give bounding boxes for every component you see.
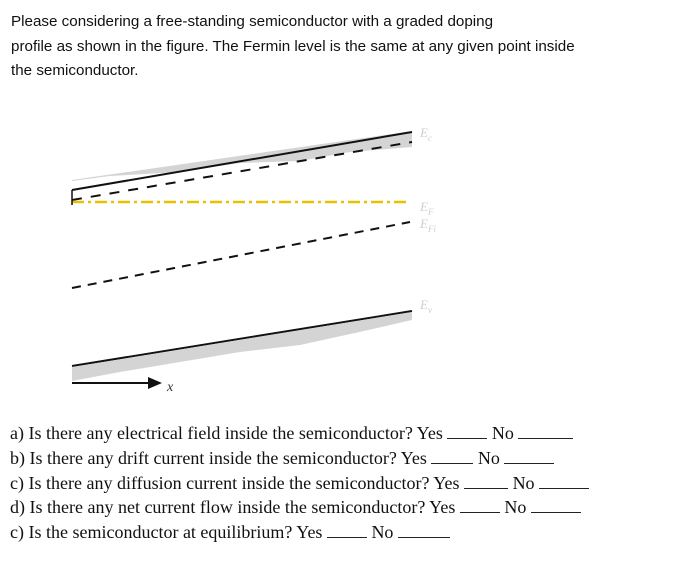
intro-line-1: Please considering a free-standing semiconductor with a graded doping: [11, 13, 494, 30]
label-ev: $E_v$: [420, 297, 432, 315]
question-c: c) Is there any diffusion current inside the semiconductor? Yes No: [10, 472, 670, 494]
x-axis-arrowhead: [148, 377, 162, 389]
conduction-band-shading: [72, 131, 412, 181]
answer-blank-yes[interactable]: [460, 497, 500, 513]
answer-blank-no[interactable]: [518, 423, 573, 439]
label-efi: $E_{Fi}$: [420, 216, 436, 234]
answer-blank-no[interactable]: [398, 522, 450, 538]
answer-blank-yes[interactable]: [464, 473, 508, 489]
intro-line-2: profile as shown in the figure. The Fermin level is the same at any given point inside: [11, 37, 575, 55]
answer-blank-no[interactable]: [539, 473, 589, 489]
conduction-band-dashed: [72, 142, 412, 200]
question-b: b) Is there any drift current inside the semiconductor? Yes No: [10, 447, 670, 469]
conduction-band-edge: [72, 132, 412, 190]
answer-blank-no[interactable]: [531, 497, 581, 513]
answer-blank-yes[interactable]: [327, 522, 367, 538]
intro-line-3: the semiconductor.: [11, 62, 139, 79]
answer-blank-no[interactable]: [504, 448, 554, 464]
question-d: d) Is there any net current flow inside the semiconductor? Yes No: [10, 496, 670, 518]
question-a: a) Is there any electrical field inside the semiconductor? Yes No: [10, 422, 670, 444]
intrinsic-fermi-level: [72, 222, 410, 288]
valence-band-shading: [72, 312, 412, 381]
answer-blank-yes[interactable]: [447, 423, 487, 439]
label-x: x: [167, 380, 174, 395]
valence-band-edge: [72, 311, 412, 366]
answer-blank-yes[interactable]: [431, 448, 473, 464]
label-ec: $E_c$: [420, 125, 432, 143]
question-e: c) Is the semiconductor at equilibrium? Yes No: [10, 521, 670, 543]
label-ef: $E_F$: [420, 199, 434, 217]
